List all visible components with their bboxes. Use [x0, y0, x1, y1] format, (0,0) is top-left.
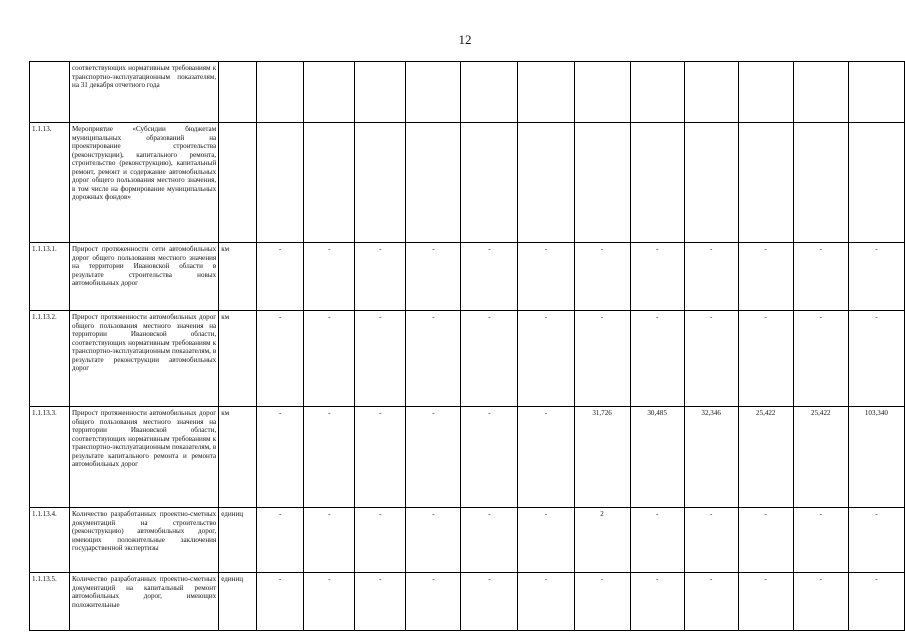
- value-cell: 25,422: [738, 407, 793, 508]
- value-cell: [848, 123, 904, 243]
- value-cell: -: [257, 407, 304, 508]
- value-cell: -: [574, 311, 630, 407]
- table-row: [30, 573, 905, 631]
- value-cell: -: [355, 311, 406, 407]
- row-number: 1.1.13.5.: [30, 573, 70, 631]
- row-description: Прирост протяженности сети автомобильных дорог общего пользования местного значения на территории Ивановской области в результате строительства новых автомобильных дорог: [70, 243, 219, 311]
- row-description: Прирост протяженности автомобильных дорог общего пользования местного значения на территории Ивановской области, соответствующих нормативным требованиям к транспортно-эксплуатационным показателям, в результате реконструкции автомобильных дорог: [70, 311, 219, 407]
- value-cell: -: [461, 311, 518, 407]
- table-row: [30, 407, 905, 508]
- value-cell: -: [257, 573, 304, 631]
- value-cell: -: [461, 573, 518, 631]
- value-cell: -: [257, 243, 304, 311]
- row-number: 1.1.13.2.: [30, 311, 70, 407]
- value-cell: -: [630, 311, 684, 407]
- value-cell: [257, 123, 304, 243]
- value-cell: 30,485: [630, 407, 684, 508]
- value-cell: -: [257, 311, 304, 407]
- value-cell: [793, 62, 848, 123]
- value-cell: [630, 123, 684, 243]
- value-cell: [406, 123, 461, 243]
- value-cell: -: [304, 573, 355, 631]
- value-cell: -: [461, 508, 518, 573]
- row-number: 1.1.13.1.: [30, 243, 70, 311]
- value-cell: [848, 62, 904, 123]
- value-cell: -: [355, 407, 406, 508]
- row-unit: единиц: [219, 508, 257, 573]
- value-cell: [257, 62, 304, 123]
- value-cell: -: [518, 311, 574, 407]
- row-description: Количество разработанных проектно-сметных документаций на строительство (реконструкцию) автомобильных дорог, имеющих положительные заключения государственной экспертизы: [70, 508, 219, 573]
- value-cell: [406, 62, 461, 123]
- value-cell: [630, 62, 684, 123]
- value-cell: -: [684, 243, 738, 311]
- value-cell: -: [793, 508, 848, 573]
- table-body: [30, 62, 905, 631]
- value-cell: -: [304, 508, 355, 573]
- table-row: [30, 123, 905, 243]
- row-description: Мероприятие «Субсидии бюджетам муниципальных образований на проектирование строительства (реконструкции), капитального ремонта, строительство (реконструкцию), капитальный ремонт, ремонт и содержание автомобильных дорог общего пользования местного значения, в том числе на формирование муниципальных дорожных фондов»: [70, 123, 219, 243]
- row-description: Прирост протяженности автомобильных дорог общего пользования местного значения на территории Ивановской области, соответствующих нормативным требованиям к транспортно-эксплуатационным показателям, в результате капитального ремонта и ремонта автомобильных дорог: [70, 407, 219, 508]
- value-cell: [574, 62, 630, 123]
- row-description: Количество разработанных проектно-сметных документаций на капитальный ремонт автомобильных дорог, имеющих положительные: [70, 573, 219, 631]
- value-cell: [461, 123, 518, 243]
- page-number: 12: [458, 32, 472, 47]
- value-cell: 25,422: [793, 407, 848, 508]
- value-cell: [574, 123, 630, 243]
- value-cell: 31,726: [574, 407, 630, 508]
- value-cell: -: [355, 508, 406, 573]
- value-cell: -: [738, 311, 793, 407]
- value-cell: -: [461, 407, 518, 508]
- value-cell: -: [304, 243, 355, 311]
- value-cell: -: [684, 573, 738, 631]
- value-cell: -: [461, 243, 518, 311]
- value-cell: -: [257, 508, 304, 573]
- value-cell: -: [793, 311, 848, 407]
- row-unit: км: [219, 407, 257, 508]
- row-description: соответствующих нормативным требованиям к транспортно-эксплуатационным показателям, на 31 декабря отчетного года: [70, 62, 219, 123]
- value-cell: [355, 62, 406, 123]
- value-cell: -: [738, 573, 793, 631]
- value-cell: -: [848, 508, 904, 573]
- value-cell: -: [848, 243, 904, 311]
- table-row: [30, 243, 905, 311]
- value-cell: [738, 123, 793, 243]
- value-cell: -: [406, 508, 461, 573]
- table-row: [30, 508, 905, 573]
- value-cell: [518, 123, 574, 243]
- value-cell: -: [406, 243, 461, 311]
- value-cell: -: [684, 508, 738, 573]
- value-cell: [684, 123, 738, 243]
- table-row: [30, 311, 905, 407]
- row-unit: [219, 123, 257, 243]
- value-cell: -: [793, 243, 848, 311]
- value-cell: -: [574, 573, 630, 631]
- value-cell: -: [630, 243, 684, 311]
- value-cell: [355, 123, 406, 243]
- row-unit: единиц: [219, 573, 257, 631]
- value-cell: [304, 123, 355, 243]
- value-cell: -: [684, 311, 738, 407]
- value-cell: -: [738, 243, 793, 311]
- value-cell: 2: [574, 508, 630, 573]
- value-cell: -: [355, 243, 406, 311]
- value-cell: -: [630, 508, 684, 573]
- value-cell: -: [630, 573, 684, 631]
- row-number: 1.1.13.3.: [30, 407, 70, 508]
- row-unit: [219, 62, 257, 123]
- value-cell: [684, 62, 738, 123]
- value-cell: [738, 62, 793, 123]
- value-cell: -: [848, 311, 904, 407]
- value-cell: -: [738, 508, 793, 573]
- value-cell: [304, 62, 355, 123]
- value-cell: -: [406, 573, 461, 631]
- row-unit: км: [219, 311, 257, 407]
- indicators-table: [29, 61, 905, 631]
- value-cell: -: [574, 243, 630, 311]
- row-number: 1.1.13.4.: [30, 508, 70, 573]
- value-cell: -: [793, 573, 848, 631]
- value-cell: -: [518, 573, 574, 631]
- value-cell: -: [406, 311, 461, 407]
- value-cell: [518, 62, 574, 123]
- value-cell: -: [355, 573, 406, 631]
- value-cell: 103,340: [848, 407, 904, 508]
- value-cell: -: [848, 573, 904, 631]
- value-cell: -: [518, 243, 574, 311]
- row-number: 1.1.13.: [30, 123, 70, 243]
- row-number: [30, 62, 70, 123]
- value-cell: -: [406, 407, 461, 508]
- value-cell: -: [304, 311, 355, 407]
- value-cell: [461, 62, 518, 123]
- value-cell: [793, 123, 848, 243]
- value-cell: -: [518, 508, 574, 573]
- value-cell: -: [304, 407, 355, 508]
- row-unit: км: [219, 243, 257, 311]
- value-cell: 32,346: [684, 407, 738, 508]
- value-cell: -: [518, 407, 574, 508]
- table-row: [30, 62, 905, 123]
